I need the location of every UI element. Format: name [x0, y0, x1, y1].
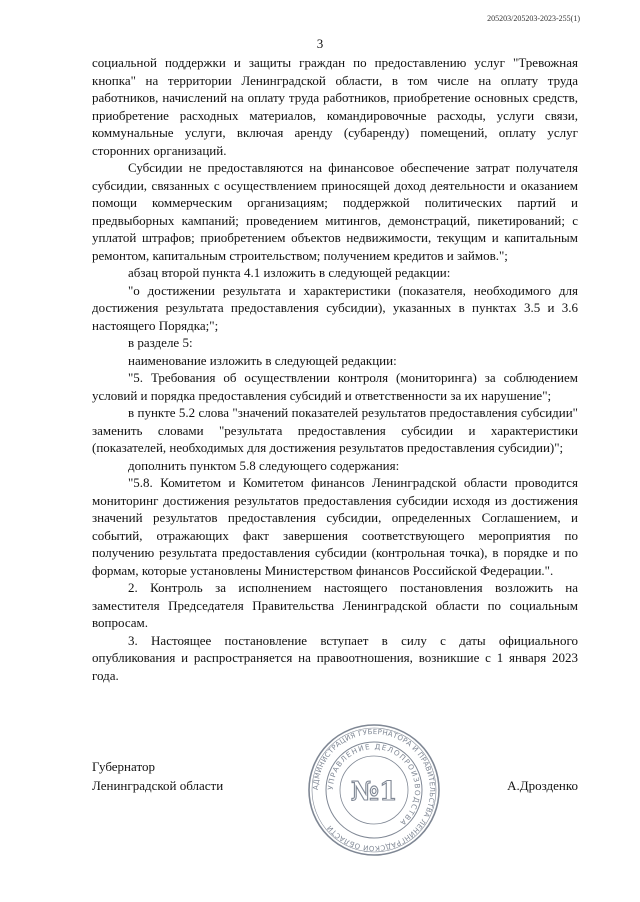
document-body — [92, 54, 578, 684]
paragraph: дополнить пунктом 5.8 следующего содержания: — [128, 457, 400, 473]
paragraph: социальной поддержки и защиты граждан по предоставлению услуг "Тревожная кнопка" на территории Ленинградской области, в том числе на оплату труда работников, начислений на оплату труда работников, приобретение основных средств, приобретение расходных материалов, командировочные расходы, услуги связи, коммунальные услуги, включая аренду (субаренду) помещений, оплату услуг сторонних организаций. — [92, 55, 578, 158]
paragraph: в разделе 5: — [128, 335, 193, 350]
paragraph: 3. Настоящее постановление вступает в силу с даты официального опубликования и распространяется на правоотношения, возникшие с 1 января 2023 года. — [92, 632, 578, 683]
seal-outer-text: АДМИНИСТРАЦИЯ ГУБЕРНАТОРА И ПРАВИТЕЛЬСТВА ЛЕНИНГРАДСКОЙ ОБЛАСТИ — [311, 727, 437, 853]
official-seal — [306, 722, 442, 858]
signatory-name: А.Дрозденко — [507, 778, 578, 793]
paragraph: в пункте 5.2 слова "значений показателей результатов предоставления субсидии" заменить словами "результата предоставления субсидии и характеристики (показателей, необходимых для достижения результатов предоставления субсидии)"; — [92, 405, 578, 455]
paragraph: наименование изложить в следующей редакции: — [128, 352, 397, 368]
paragraph: Субсидии не предоставляются на финансовое обеспечение затрат получателя субсидии, связанных с осуществлением приносящей доход деятельности и оказанием помощи коммерческим организациям; поддержкой политических партий и предвыборных кампаний; проведением митингов, демонстраций, пикетирований; с уплатой штрафов; приобретением объектов недвижимости, текущим и капитальным ремонтом, капитальным строительством; получением кредитов и займов."; — [92, 160, 578, 263]
seal-number: №1 — [350, 777, 398, 807]
signature-block — [92, 757, 223, 795]
paragraph: "о достижении результата и характеристики (показателя, необходимого для достижения результата предоставления субсидии), указанных в пунктах 3.5 и 3.6 настоящего Порядка;"; — [92, 282, 578, 333]
page-number: 3 — [316, 36, 324, 51]
paragraph: "5.8. Комитетом и Комитетом финансов Ленинградской области проводится мониторинг достижения результатов предоставления субсидии исходя из достижения значений результатов предоставления субсидии, определенных Соглашением, и событий, отражающих факт завершения соответствующего мероприятия по получению результата предоставления субсидии (контрольная точка), в порядке и по формам, которые установлены Министерством финансов Российской Федерации.". — [92, 475, 578, 578]
paragraph: абзац второй пункта 4.1 изложить в следующей редакции: — [128, 265, 451, 280]
signatory-position: Губернатор — [92, 759, 155, 774]
paragraph: "5. Требования об осуществлении контроля (мониторинга) за соблюдением условий и порядка предоставления субсидий и ответственности за их нарушение"; — [92, 370, 578, 403]
paragraph: 2. Контроль за исполнением настоящего постановления возложить на заместителя Председателя Правительства Ленинградской области по социальным вопросам. — [92, 580, 578, 630]
seal-inner-text: УПРАВЛЕНИЕ ДЕЛОПРОИЗВОДСТВА — [325, 741, 423, 828]
document-reference: 205203/205203-2023-255(1) — [487, 14, 580, 23]
signatory-region: Ленинградской области — [92, 778, 224, 793]
